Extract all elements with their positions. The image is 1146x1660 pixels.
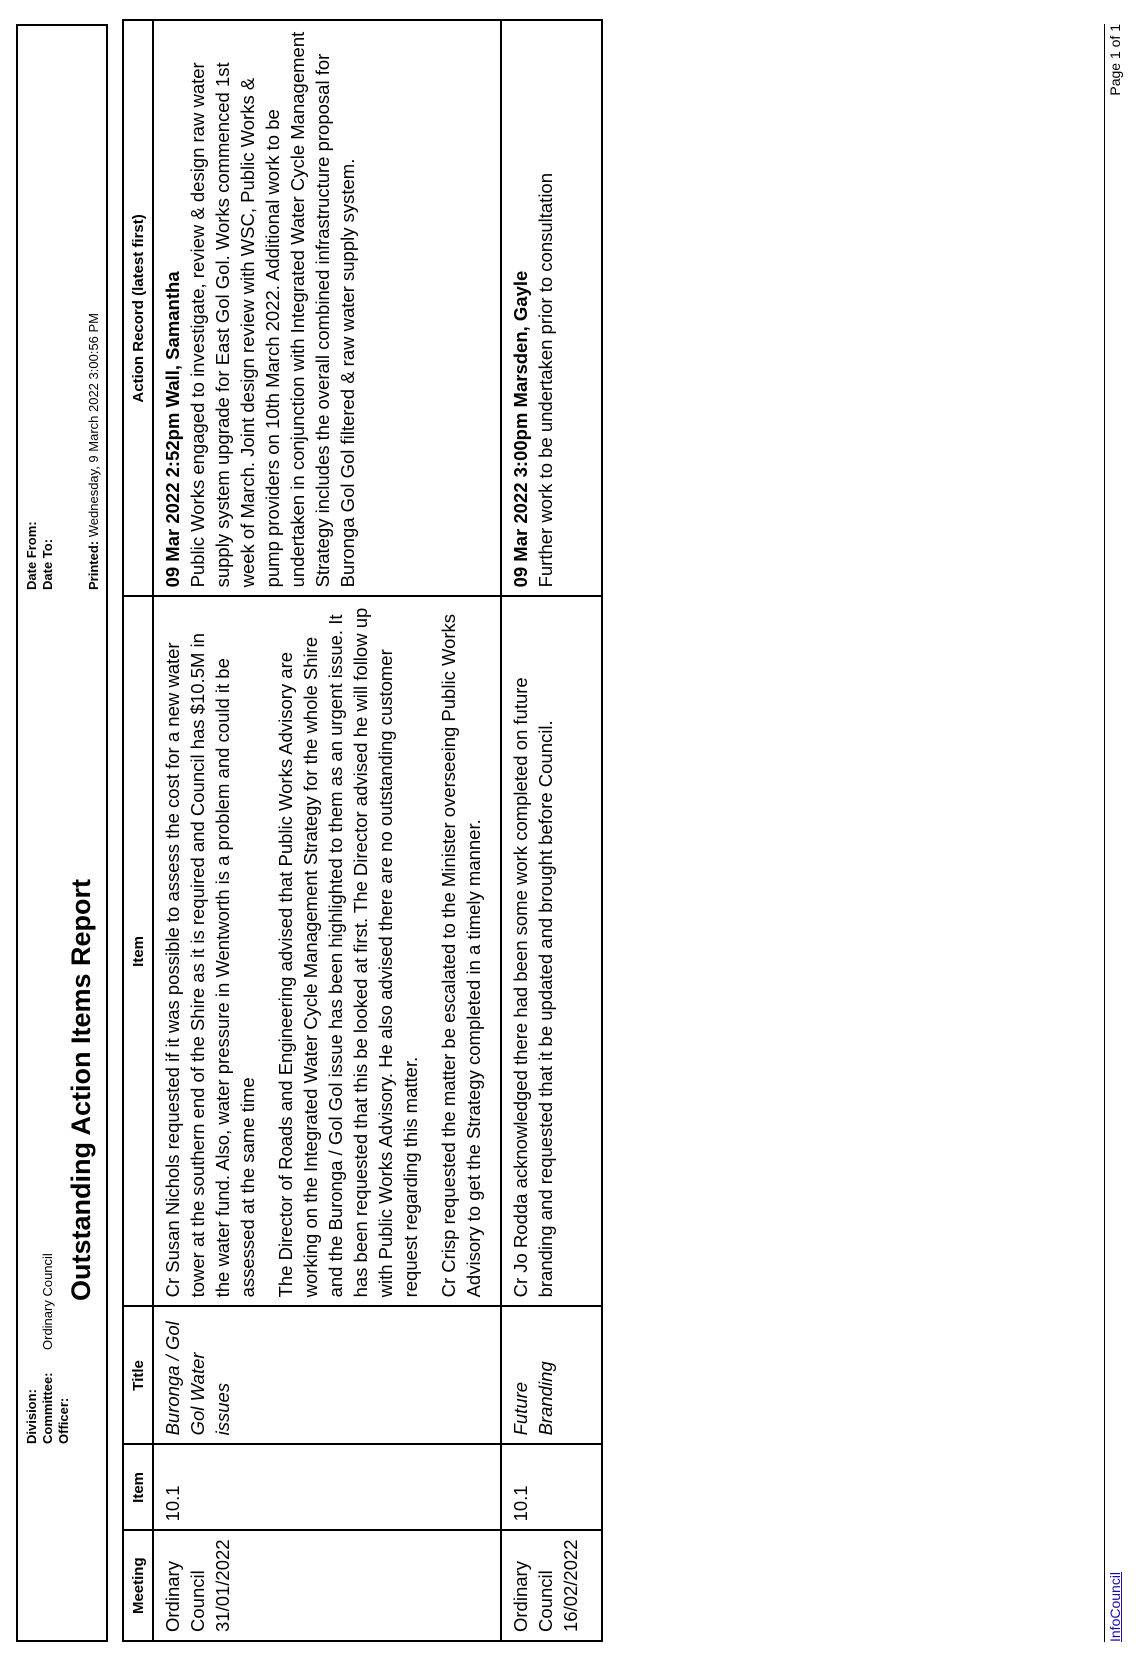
meeting-date: 31/01/2022 — [212, 1539, 233, 1632]
item-paragraph: The Director of Roads and Engineering advised that Public Works Advisory are working on the Integrated Water Cycle Management Strategy for the whole Shire and the Buronga / Gol Gol issue has been highlighted to them as an urgent issue. It has been requested that this be looked at first. The Director advised he will follow up with Public Works Advisory. He also advised there are no outstanding customer request regarding this matter. — [275, 607, 421, 1298]
item-number-cell: 10.1 — [501, 1444, 602, 1530]
page-number: Page 1 of 1 — [1107, 24, 1123, 96]
action-record-text: Further work to be undertaken prior to consultation — [535, 172, 556, 588]
printed-value: Wednesday, 9 March 2022 3:00:56 PM — [86, 312, 101, 538]
meeting-type: Ordinary — [510, 1561, 531, 1632]
table-row — [501, 20, 602, 1641]
item-text-cell — [153, 596, 501, 1306]
header-labels — [24, 1372, 72, 1444]
col-title: Title — [123, 1306, 153, 1444]
date-to-label: Date To: — [40, 538, 55, 590]
report-title: Outstanding Action Items Report — [66, 879, 96, 1302]
date-labels — [24, 521, 56, 590]
item-paragraph: Cr Jo Rodda acknowledged there had been some work completed on future branding and requested that it be updated and brought before Council. — [510, 677, 556, 1298]
item-number-cell: 10.1 — [153, 1444, 501, 1530]
title-cell: Future Branding — [501, 1306, 602, 1444]
report-header — [16, 24, 108, 1642]
printed-timestamp — [86, 313, 101, 590]
col-item-text: Item — [123, 596, 153, 1306]
action-record-text: Public Works engaged to investigate, review & design raw water supply system upgrade for East Gol Gol. Works commenced 1st week of March. Joint design review with WSC, Public Works & pump providers on 10th March 2022. Additional work to be undertaken in conjunction with Integrated Water Cycle Management Strategy includes the overall combined infrastructure proposal for Buronga Gol Gol filtered & raw water supply system. — [187, 31, 358, 588]
committee-value: Ordinary Council — [40, 1253, 55, 1350]
action-record-heading: 09 Mar 2022 3:00pm Marsden, Gayle — [510, 270, 531, 588]
footer-divider — [1104, 24, 1105, 1642]
item-paragraph: Cr Crisp requested the matter be escalated to the Minister overseeing Public Works Advisory to get the Strategy completed in a timely manner. — [438, 613, 484, 1298]
action-items-table — [122, 19, 603, 1642]
division-label: Division: — [24, 1389, 39, 1444]
meeting-date: 16/02/2022 — [560, 1539, 581, 1632]
printed-label: Printed: — [86, 540, 101, 590]
meeting-body: Council — [535, 1570, 556, 1632]
meeting-type: Ordinary — [162, 1561, 183, 1632]
item-paragraph: Cr Susan Nichols requested if it was possible to assess the cost for a new water tower at the southern end of the Shire as it is required and Council has $10.5M in the water fund. Also, water pressure in Wentworth is a problem and could it be assessed at the same time — [162, 633, 258, 1298]
item-text-cell — [501, 596, 602, 1306]
table-row — [153, 20, 501, 1641]
infocouncil-link[interactable]: InfoCouncil — [1107, 1571, 1123, 1642]
officer-label: Officer: — [56, 1397, 71, 1444]
meeting-cell — [501, 1530, 602, 1641]
committee-label: Committee: — [40, 1372, 55, 1444]
meeting-cell — [153, 1530, 501, 1641]
date-from-label: Date From: — [24, 521, 39, 590]
action-record-cell — [153, 20, 501, 596]
meeting-body: Council — [187, 1570, 208, 1632]
col-meeting: Meeting — [123, 1530, 153, 1641]
action-record-heading: 09 Mar 2022 2:52pm Wall, Samantha — [162, 271, 183, 588]
title-cell: Buronga / Gol Gol Water issues — [153, 1306, 501, 1444]
col-action-record: Action Record (latest first) — [123, 20, 153, 596]
table-header-row — [123, 20, 153, 1641]
action-record-cell — [501, 20, 602, 596]
col-item-no: Item — [123, 1444, 153, 1530]
